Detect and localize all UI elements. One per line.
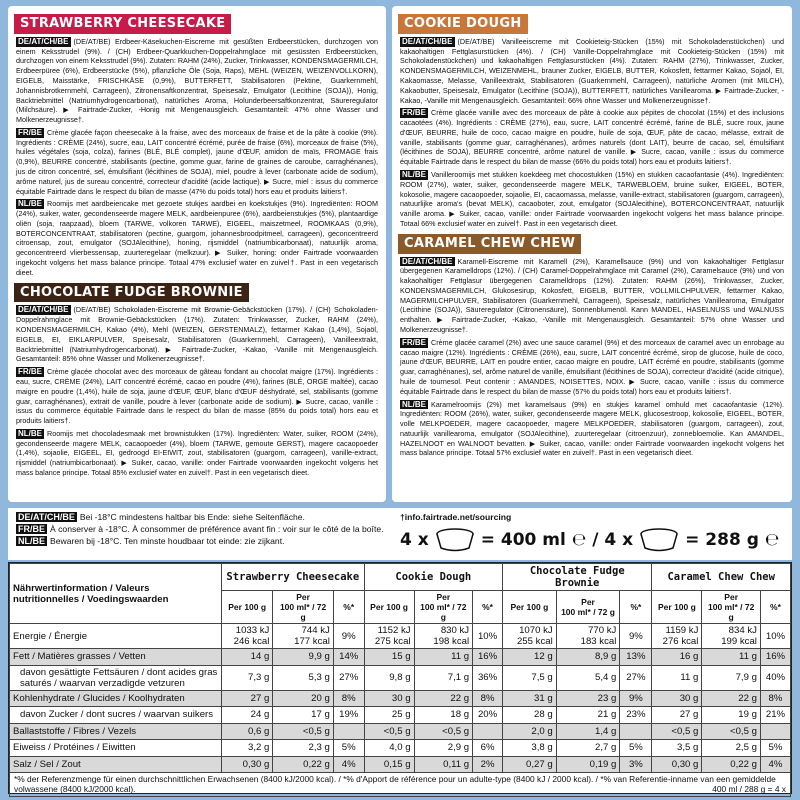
value-per100: 0,15 g xyxy=(364,756,414,773)
estimated-mark: ℮ xyxy=(764,530,780,550)
per-portion-line: 100 ml* / 72 g xyxy=(420,602,467,622)
lang-badge: NL/BE xyxy=(402,170,426,180)
ingredient-text: Roomijs met chocoladesmaak met brownistukken (17%). Ingrediënten: Water, suiker, ROOM (24%), gecondenseerde magere MELK, cacaopoeder (4%), bloem (TARWE, gemoute GERST), magere cacaopoeder (1,4%), sojaolie, EIGEEL, EI, gedroogd EI-EIWIT, zout, stabilisatoren (guargom, carrageen), vanille-extract, rijsmiddel (natriumbicarbonaat). ▶ Suiker, cacao, vanille: onder Fairtrade voorwaarden ingekocht volgens het mass balance principe. Totaal 85% exclusief water en zuivel†. Past in een vegetarisch dieet. xyxy=(16,428,378,477)
value-per100: 14 g xyxy=(222,649,273,666)
value-per-portion: 5,4 g xyxy=(556,665,620,690)
nutrition-row xyxy=(10,707,791,724)
value-percent: 20% xyxy=(473,707,503,724)
caramel-chew-chew-title: CARAMEL CHEW CHEW xyxy=(398,234,581,254)
value-per-portion: 18 g xyxy=(414,707,473,724)
value-per-portion: 7,1 g xyxy=(414,665,473,690)
value-per100: <0,5 g xyxy=(652,723,702,740)
value-per-portion: 0,22 g xyxy=(273,756,334,773)
value-per-portion: 11 g xyxy=(414,649,473,666)
nutrition-footnote xyxy=(10,773,791,797)
brownie-nl-text xyxy=(16,429,378,478)
value-per100: 31 g xyxy=(503,690,557,707)
value-percent: 40% xyxy=(760,665,790,690)
value-percent: 21% xyxy=(760,707,790,724)
value-per100: 11 g xyxy=(652,665,702,690)
value-per-portion: 19 g xyxy=(702,707,761,724)
cookie-nl-text xyxy=(400,170,784,229)
strawberry-nl-text xyxy=(16,199,378,277)
right-ingredients-panel xyxy=(392,6,792,502)
value-per-portion: 11 g xyxy=(702,649,761,666)
value-per100: 24 g xyxy=(222,707,273,724)
value-percent xyxy=(760,723,790,740)
ingredient-text: Crème glacée caramel (2%) avec une sauce caramel (9%) et des morceaux de caramel avec un enrobage au cacao maigre (12%). Ingrédients : CRÈME (26%), eau, sucre, LAIT concentré écrémé, sirop de glucose, huile de coco, jaune d'ŒUF, BEURRE, LAIT en poudre entier, cacao maigre en poudre, LAIT écrémé en poudre, stabilisants (gomme guar, carraghénanes), sel, arôme naturel de vanille, émulsifiant (lécithines de SOJA), correcteur d'acidité (acide citrique), huile de tournesol. Peut contenir : AMANDES, NOISETTES, NOIX. ▶ Sucre, cacao, vanille : issus du commerce équitable Fairtrade dans le respect du bilan de masse (57% du poids total) hors eau et produits laitiers†. xyxy=(400,337,784,396)
value-per-portion: 770 kJ 183 kcal xyxy=(556,624,620,649)
value-per100: 0,30 g xyxy=(652,756,702,773)
footnote-text: *% der Referenzmenge für einen durchschnittlichen Erwachsenen (8400 kJ/2000 kcal). / *% d'Apport de référence pour un adulte-type (8400 kJ / 2000 kcal). / *% van Referentie-inname van een gemiddelde volwassene (8400 kJ/2000 kcal). xyxy=(14,774,776,794)
value-per-portion: 830 kJ 198 kcal xyxy=(414,624,473,649)
value-per-portion: 834 kJ 199 kcal xyxy=(702,624,761,649)
nutrition-table xyxy=(8,562,792,794)
cookie-dough-title: COOKIE DOUGH xyxy=(398,14,528,34)
per-portion-header xyxy=(702,591,761,624)
value-percent: 27% xyxy=(620,665,652,690)
nutrition-row xyxy=(10,723,791,740)
value-per100: 1159 kJ 276 kcal xyxy=(652,624,702,649)
value-per100: 27 g xyxy=(222,690,273,707)
lang-badge: DE/AT/CH/BE xyxy=(18,305,69,315)
value-per100: 1033 kJ 246 kcal xyxy=(222,624,273,649)
value-per-portion: 2,3 g xyxy=(273,740,334,757)
lang-badge: FR/BE xyxy=(18,524,45,534)
percent-header: %* xyxy=(333,591,364,624)
value-per100: 30 g xyxy=(364,690,414,707)
percent-header: %* xyxy=(620,591,652,624)
value-per-portion: 2,9 g xyxy=(414,740,473,757)
nutrition-header-label: Nährwertinformation / Valeurs nutritionnelles / Voedingswaarden xyxy=(10,564,222,624)
per-portion-line: Per xyxy=(581,597,595,607)
value-percent: 10% xyxy=(473,624,503,649)
value-per100: 1152 kJ 275 kcal xyxy=(364,624,414,649)
value-per-portion: 23 g xyxy=(556,690,620,707)
nutrition-row xyxy=(10,665,791,690)
value-percent: 8% xyxy=(333,690,364,707)
value-per100: 9,8 g xyxy=(364,665,414,690)
per-portion-header xyxy=(273,591,334,624)
tub-icon xyxy=(435,528,475,552)
value-percent xyxy=(620,723,652,740)
ingredient-text: (DE/AT/BE) Erdbeer-Käsekuchen-Eiscreme mit gesüßten Erdbeerstücken, durchzogen von einem Keksstrudel (9%). / (CH) Erdbeer-Quarkkuchen-Doppelrahmglace mit gesüssten Erdbeerstücken, durchzogen von einem Keksstrudel (9%). Zutaten: RAHM (24%), Zucker, Trinkwasser, KONDENSMAGERMILCH, Erdbeerpüree (6%), Erdbeerstücke (5%), pflanzliche Öle (Soja, Raps), MEHL (WEIZEN, WEIZENVOLLKORN), EIGELB, Maisstärke, FRISCHKÄSE (0,9%), BUTTERFETT, Stabilisatoren (Pektine, Guarkernmehl, Johannisbrotkernmehl, Carrageen), Zitronensaftkonzentrat, Speisesalz, Emulgator (Lecithine (SOJA)), Honig, Backtriebmittel (Natriumhydrogencarbonat), natürliches Aroma, Holunderbeersaftkonzentrat, Säureregulator (Milchsäure). ▶ Fairtrade-Zucker, -Honig mit Mengenausgleich. Gesamtanteil: 47% ohne Wasser und Molkenerzeugnisse†. xyxy=(16,36,378,125)
caramel-fr-text xyxy=(400,338,784,397)
value-per100: <0,5 g xyxy=(364,723,414,740)
product-col-header: Cookie Dough xyxy=(364,564,502,591)
value-percent: 3% xyxy=(620,756,652,773)
value-percent: 10% xyxy=(760,624,790,649)
value-per100: 3,8 g xyxy=(503,740,557,757)
value-per-portion: 0,19 g xyxy=(556,756,620,773)
lang-badge: NL/BE xyxy=(18,428,42,438)
lang-badge: NL/BE xyxy=(18,536,45,546)
storage-section xyxy=(8,508,792,560)
value-per-portion: 2,5 g xyxy=(702,740,761,757)
lang-badge: DE/AT/CH/BE xyxy=(402,36,453,46)
product-col-header: Chocolate Fudge Brownie xyxy=(503,564,652,591)
value-percent: 14% xyxy=(333,649,364,666)
value-per-portion: 21 g xyxy=(556,707,620,724)
product-col-header: Strawberry Cheesecake xyxy=(222,564,365,591)
nutrition-row xyxy=(10,740,791,757)
value-per-portion: 17 g xyxy=(273,707,334,724)
left-ingredients-panel xyxy=(8,6,386,502)
value-per100: 16 g xyxy=(652,649,702,666)
tub-icon xyxy=(639,528,679,552)
value-per100: 7,3 g xyxy=(222,665,273,690)
caramel-de-text xyxy=(400,257,784,335)
per-portion-line: Per xyxy=(724,592,739,602)
nutrient-label: Fett / Matières grasses / Vetten xyxy=(10,649,222,666)
ingredient-text: (DE/AT/BE) Vanilleeiscreme mit Cookieteig-Stücken (15%) mit Schokoladenstückchen) und kakaohaltigen Fettglasurstücken (4%). / (CH) Vanille-Doppelrahmglace mit Cookieteig-Stücken (15%) mit Schokoladenstückchen) und kakaohaltigen Fettglasurstücken (4%). Zutaten: RAHM (27%), Trinkwasser, Zucker, KONDENSMAGERMILCH, WEIZENMEHL, brauner Zucker, EIGELB, BUTTER, Kokosfett, fettarmer Kakao, Sojaöl, EI, Kakaomasse, Melasse, Vanilleextrakt, Stabilisatoren (Guarkernmehl, Carrageen), natürliche Aromen (mit MILCH), Kakaobutter, Speisesalz, Emulgator (Lecithine (SOJA)), BUTTERFETT, natürliches Vanillearoma. ▶ Fairtrade-Zucker, -Kakao, -Vanille mit Mengenausgleich. Gesamtanteil: 66% ohne Wasser und Molkenerzeugnisse†. xyxy=(400,36,784,105)
nutrient-label: davon Zucker / dont sucres / waarvan suikers xyxy=(10,707,222,724)
value-percent: 23% xyxy=(620,707,652,724)
value-per100: 12 g xyxy=(503,649,557,666)
value-percent: 9% xyxy=(620,690,652,707)
strawberry-fr-text xyxy=(16,128,378,196)
brownie-de-text xyxy=(16,305,378,364)
quantity-statement xyxy=(400,528,779,552)
quantity-volume: = 400 ml xyxy=(480,530,566,550)
value-per100: 0,27 g xyxy=(503,756,557,773)
value-percent: 9% xyxy=(620,624,652,649)
fairtrade-link: †info.fairtrade.net/sourcing xyxy=(400,512,512,522)
value-percent: 9% xyxy=(333,624,364,649)
strawberry-cheesecake-title: STRAWBERRY CHEESECAKE xyxy=(14,14,231,34)
lang-badge: DE/AT/CH/BE xyxy=(18,512,75,522)
value-percent: 5% xyxy=(760,740,790,757)
value-per-portion: <0,5 g xyxy=(273,723,334,740)
value-per100: 25 g xyxy=(364,707,414,724)
nutrition-row xyxy=(10,649,791,666)
per100-header: Per 100 g xyxy=(222,591,273,624)
chocolate-fudge-brownie-title: CHOCOLATE FUDGE BROWNIE xyxy=(14,283,249,303)
percent-header: %* xyxy=(760,591,790,624)
value-per100: 3,5 g xyxy=(652,740,702,757)
value-per100: 15 g xyxy=(364,649,414,666)
lang-badge: DE/AT/CH/BE xyxy=(18,36,69,46)
product-col-header: Caramel Chew Chew xyxy=(652,564,791,591)
ingredient-text: Crème glacée vanille avec des morceaux de pâte à cookie aux pépites de chocolat (15%) et des inclusions cacaotées (4%). Ingrédients : CRÈME (27%), eau, sucre, LAIT concentré écrémé, farine de BLÉ, sucre roux, jaune d'ŒUF, BEURRE, huile de coco, cacao maigre en poudre, huile de soja, ŒUF, pâte de cacao, mélasse, extrait de vanille, stabilisants (gomme guar, carraghénanes), arômes naturels (dont LAIT), beurre de cacao, sel, émulsifiant (lécithines de SOJA), BEURRE concentré, arôme naturel de vanille. ▶ Sucre, cacao, vanille : issus du commerce équitable Fairtrade dans le respect du bilan de masse (66% du poids total) hors eau et produits laitiers†. xyxy=(400,108,784,167)
quantity-left-count: 4 x xyxy=(400,530,429,550)
value-percent: 5% xyxy=(620,740,652,757)
nutrient-label: davon gesättigte Fettsäuren / dont acides gras saturés / waarvan verzadigde vetzuren xyxy=(10,665,222,690)
footnote-portion: 400 ml / 288 g = 4 x xyxy=(712,783,786,794)
lang-badge: NL/BE xyxy=(18,199,42,209)
per-portion-line: 100 ml* / 72 g xyxy=(561,607,615,617)
per-portion-header xyxy=(414,591,473,624)
value-per100: 0,30 g xyxy=(222,756,273,773)
per-portion-line: Per xyxy=(436,592,451,602)
value-percent: 16% xyxy=(760,649,790,666)
value-per-portion: 0,22 g xyxy=(702,756,761,773)
storage-text: Bei -18°C mindestens haltbar bis Ende: siehe Seitenfläche. xyxy=(79,512,305,522)
per100-header: Per 100 g xyxy=(364,591,414,624)
value-percent: 5% xyxy=(333,740,364,757)
value-percent: 13% xyxy=(620,649,652,666)
value-per-portion: 22 g xyxy=(414,690,473,707)
per100-header: Per 100 g xyxy=(503,591,557,624)
per-portion-line: 100 ml* / 72 g xyxy=(279,602,327,622)
lang-badge: FR/BE xyxy=(18,127,42,137)
ingredient-text: Roomijs met aardbeiencake met gezoete stukjes aardbei en koekstukjes (9%). Ingrediënten: ROOM (24%), suiker, water, gecondenseerde magere MELK, aardbeienpuree (6%), aardbeienstukjes (5%), plantaardige oliën (soja, raapzaad), bloem (TARWE, volkoren TARWE), EIGEEL, maiszetmeel, ROOMKAAS (0,9%), BOTERCONCENTRAAT, stabilisatoren (pectine, guargom, johannesbroodpitmeel, carrageen), geconcentreerd citroensap, zout, emulgator (SOJAlecithine), honing, rijsmiddel (natriumbicarbonaat), natuurlijk aroma, geconcentreerd vlierbessensap, zuurteregelaar (melkzuur). ▶ Suiker, honing: onder Fairtrade voorwaarden ingekocht volgens het mass balance principe. Totaal 47% exclusief water en zuivel†. Past in een vegetarisch dieet. xyxy=(16,199,378,277)
nutrition-row xyxy=(10,756,791,773)
value-per-portion: <0,5 g xyxy=(702,723,761,740)
value-percent: 36% xyxy=(473,665,503,690)
nutrition-row xyxy=(10,690,791,707)
lang-badge: DE/AT/CH/BE xyxy=(402,256,453,266)
brownie-fr-text xyxy=(16,367,378,426)
value-percent: 4% xyxy=(760,756,790,773)
strawberry-de-text xyxy=(16,37,378,125)
caramel-nl-text xyxy=(400,400,784,459)
storage-text: Bewaren bij -18°C. Ten minste houdbaar tot einde: zie zijkant. xyxy=(50,536,285,546)
value-percent: 6% xyxy=(473,740,503,757)
quantity-separator: ℮ / 4 x xyxy=(571,530,634,550)
value-percent: 19% xyxy=(333,707,364,724)
storage-text: À conserver à -18°C. À consommer de préférence avant fin : voir sur le côté de la boîte. xyxy=(50,524,384,534)
value-per100: 30 g xyxy=(652,690,702,707)
percent-header: %* xyxy=(473,591,503,624)
cookie-de-text xyxy=(400,37,784,105)
value-per-portion: 7,9 g xyxy=(702,665,761,690)
value-per-portion: 1,4 g xyxy=(556,723,620,740)
lang-badge: NL/BE xyxy=(402,399,426,409)
value-percent xyxy=(333,723,364,740)
value-per-portion: 744 kJ 177 kcal xyxy=(273,624,334,649)
value-percent: 8% xyxy=(760,690,790,707)
value-per100: 1070 kJ 255 kcal xyxy=(503,624,557,649)
value-percent: 8% xyxy=(473,690,503,707)
nutrient-label: Salz / Sel / Zout xyxy=(10,756,222,773)
value-per100: 27 g xyxy=(652,707,702,724)
value-per100: 4,0 g xyxy=(364,740,414,757)
ingredient-text: Crème glacée façon cheesecake à la fraise, avec des morceaux de fraise et de la pâte à cookie (9%). Ingrédients : CRÈME (24%), sucre, eau, LAIT concentré écrémé, purée de fraise (6%), morceaux de fraise (5%), huiles végétales (soja, colza), farines (BLÉ, BLÉ complet), jaune d'ŒUF, amidon de maïs, FROMAGE frais (0,9%), BEURRE concentré, stabilisants (pectine, gomme guar, farine de graines de caroube, carraghénanes), jus de citron concentré, sel, émulsifiant (lécithines de SOJA), miel, poudre à lever (carbonate acide de sodium), arôme naturel, jus de sureau concentré, correcteur d'acidité (acide lactique). ▶ Sucre, miel : issus du commerce équitable Fairtrade dans le respect du bilan de masse (47% du poids total) hors eau et produits laitiers†. xyxy=(16,127,378,196)
cookie-fr-text xyxy=(400,108,784,167)
value-per100: 2,0 g xyxy=(503,723,557,740)
ingredient-text: (DE/AT/BE) Schokoladen-Eiscreme mit Brownie-Gebäckstücken (17%). / (CH) Schokoladen-Doppelrahmglace mit Brownie-Gebäckstücken (17%). Zutaten: Trinkwasser, Zucker, RAHM (24%), KONDENSMAGERMILCH, Kakao (4%), Mehl (WEIZEN, GERSTENMALZ), fettarmer Kakao (1,4%), Sojaöl, EIGELB, EI, EIKLARPULVER, Speisesalz, Stabilisatoren (Guarkernmehl, Carrageen), Vanilleextrakt, Backtriebmittel (Natriumhydrogencarbonat). ▶ Fairtrade-Zucker, -Kakao, -Vanille mit Mengenausgleich. Gesamtanteil: 85% ohne Wasser und Molkenerzeugnisse†. xyxy=(16,305,378,364)
ingredient-text: Karamelroomijs (2%) met karamelsaus (9%) en stukjes karamel omhuld met cacaofantasie (12%). Ingrediënten: ROOM (26%), water, suiker, gecondenseerde magere MELK, glucosestroop, kokosolie, EIGEEL, BOTER, volle MELKPOEDER, magere cacaopoeder, magere MELKPOEDER, stabilisatoren (guargom, carrageen), zout, natuurlijk vanillearoma, emulgator (SOJAlecithine), zuurteregelaar (citroenzuur), zonnebloemolie. Kan AMANDEL, HAZELNOOT en WALNOOT bevatten. ▶ Suiker, cacao, vanille: onder Fairtrade voorwaarden ingekocht volgens het mass balance principe. Totaal 57% exclusief water en zuivel†. Past in een vegetarisch dieet. xyxy=(400,399,784,458)
value-per-portion: 22 g xyxy=(702,690,761,707)
nutrient-label: Energie / Énergie xyxy=(10,624,222,649)
nutrient-label: Kohlenhydrate / Glucides / Koolhydraten xyxy=(10,690,222,707)
lang-badge: FR/BE xyxy=(402,108,426,118)
value-per100: 3,2 g xyxy=(222,740,273,757)
value-percent: 4% xyxy=(333,756,364,773)
per-portion-line: 100 ml* / 72 g xyxy=(708,602,755,622)
per100-header: Per 100 g xyxy=(652,591,702,624)
value-per-portion: <0,5 g xyxy=(414,723,473,740)
per-portion-line: Per xyxy=(296,592,310,602)
value-per-portion: 9,9 g xyxy=(273,649,334,666)
ingredient-text: Karamell-Eiscreme mit Karamell (2%), Karamellsauce (9%) und von kakaohaltiger Fettglasur übergegenen Karamelldrops (12%). / (CH) Caramel-Doppelrahmglace mit Caramel (2%), Caramelsauce (9%) und von kakaohaltiger Fettglasur übergegenen Caramelldrops (12%). Zutaten: RAHM (26%), Trinkwasser, Zucker, KONDENSMAGERMILCH, Glukosesirup, Kokosfett, EIGELB, BUTTER, VOLLMILCHPULVER, fettarmer Kakao, MAGERMILCHPULVER, Stabilisatoren (Guarkernmehl, Carrageen), Speisesalz, natürliches Vanillearoma, Emulgator (Lecithine (SOJA)), Säureregulator (Citronensäure), Sonnenblumenöl. Kann MANDEL, HASELNUSS und WALNUSS enthalten. ▶ Fairtrade-Zucker, -Kakao, -Vanille mit Mengenausgleich. Gesamtanteil: 57% ohne Wasser und Molkenerzeugnisse†. xyxy=(400,256,784,335)
per-portion-header xyxy=(556,591,620,624)
value-per100: 0,6 g xyxy=(222,723,273,740)
nutrient-label: Eiweiss / Protéines / Eiwitten xyxy=(10,740,222,757)
value-per100: 7,5 g xyxy=(503,665,557,690)
value-per100: 28 g xyxy=(503,707,557,724)
value-per-portion: 8,9 g xyxy=(556,649,620,666)
value-per-portion: 5,3 g xyxy=(273,665,334,690)
nutrient-label: Ballaststoffe / Fibres / Vezels xyxy=(10,723,222,740)
lang-badge: FR/BE xyxy=(402,337,426,347)
lang-badge: FR/BE xyxy=(18,367,42,377)
value-per-portion: 0,11 g xyxy=(414,756,473,773)
nutrition-row xyxy=(10,624,791,649)
value-per-portion: 20 g xyxy=(273,690,334,707)
value-percent: 2% xyxy=(473,756,503,773)
value-per-portion: 2,7 g xyxy=(556,740,620,757)
ingredient-text: Crème glacée chocolat avec des morceaux de gâteau fondant au chocolat maigre (17%). Ingrédients : eau, sucre, CRÈME (24%), LAIT concentré écrémé, cacao en poudre (4%), farines (BLÉ, ORGE maltée), cacao maigre en poudre (1,4%), huile de soja, jaune d'ŒUF, ŒUF, blanc d'ŒUF déshydraté, sel, stabilisants (gomme guar, carraghénanes), extrait de vanille, poudre à lever (carbonate acide de sodium). ▶ Sucre, cacao, vanille : issus du commerce équitable Fairtrade dans le respect du bilan de masse (85% du poids total) hors eau et produits laitiers†. xyxy=(16,367,378,426)
value-percent: 27% xyxy=(333,665,364,690)
value-percent: 16% xyxy=(473,649,503,666)
quantity-weight: = 288 g xyxy=(685,530,759,550)
ingredient-text: Vanilleroomijs met stukken koekdeeg met chocostukken (15%) en stukken cacaofantasie (4%). Ingrediënten: ROOM (27%), water, suiker, gecondenseerde magere MELK, TARWEBLOEM, bruine suiker, EIGEEL, BOTER, kokosolie, magere cacaopoeder, sojaolie, EI, cacaomassa, melasse, vanille-extract, stabilisatoren (guargom, carrageen), natuurlijke aroma's (bevat MELK), cacaoboter, zout, emulgator (SOJAlecithine), BOTERCONCENTRAAT, natuurlijk vanille aroma. ▶ Suiker, cacao, vanille: onder Fairtrade voorwaarden ingekocht volgens het mass balance principe. Totaal 66% exclusief water en zuivel†. Past in een vegetarisch dieet. xyxy=(400,170,784,228)
value-percent xyxy=(473,723,503,740)
